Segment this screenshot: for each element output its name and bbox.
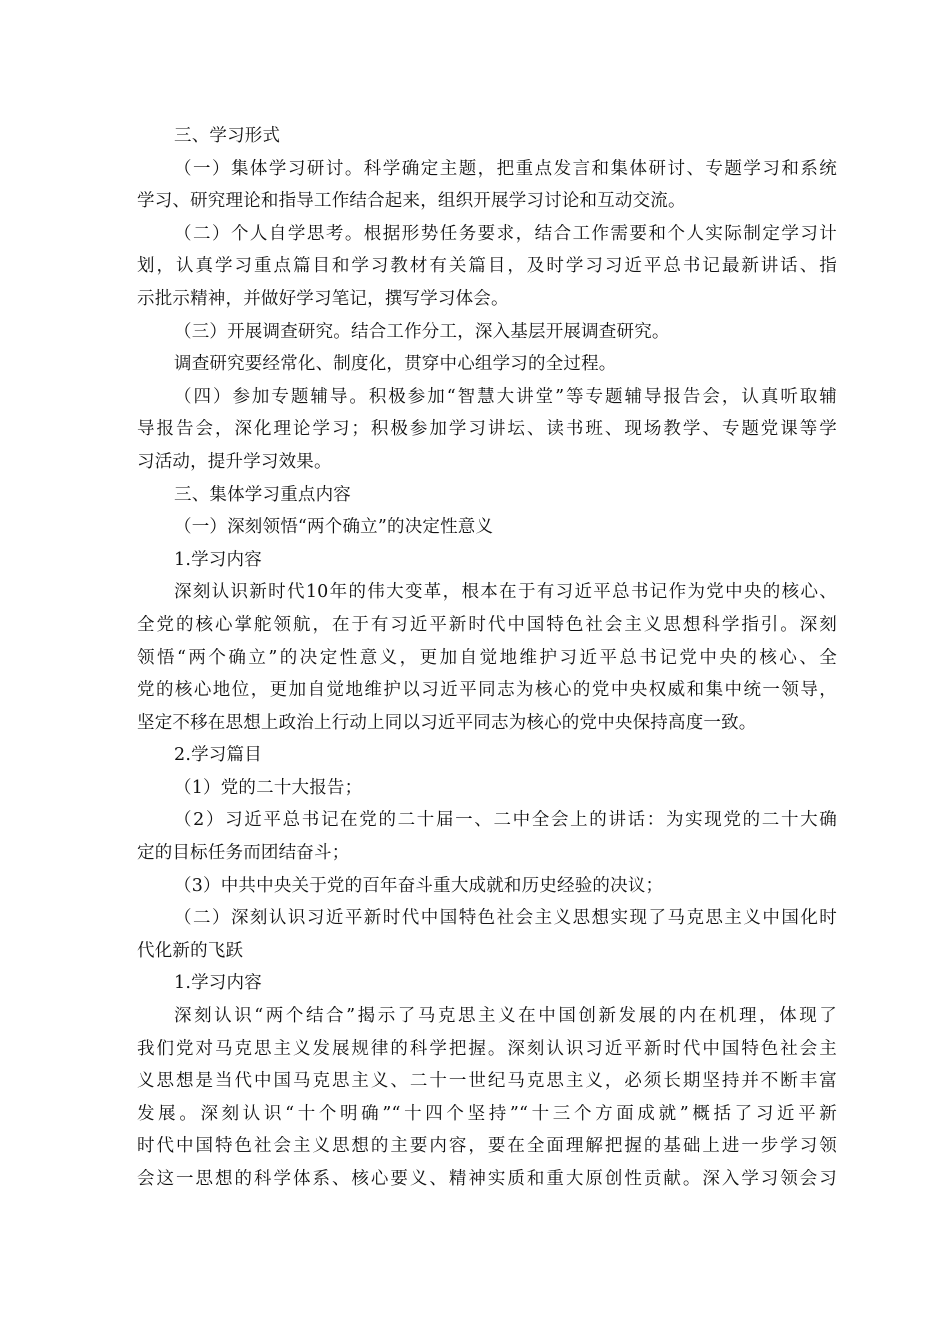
text-line: （2）习近平总书记在党的二十届一、二中全会上的讲话：为实现党的二十大确 — [174, 810, 837, 831]
text-line: （一）集体学习研讨。科学确定主题，把重点发言和集体研讨、专题学习和系统 — [174, 158, 837, 179]
text-line: 三、集体学习重点内容 — [174, 484, 351, 505]
text-line: （3）中共中央关于党的百年奋斗重大成就和历史经验的决议； — [174, 875, 664, 896]
text-line: （一）深刻领悟“两个确立”的决定性意义 — [174, 517, 494, 538]
text-line: 学习、研究理论和指导工作结合起来，组织开展学习讨论和互动交流。 — [137, 191, 686, 212]
text-line: 定的目标任务而团结奋斗； — [137, 843, 350, 864]
text-line: 时代中国特色社会主义思想的主要内容，要在全面理解把握的基础上进一步学习领 — [137, 1136, 837, 1157]
text-line: 三、学习形式 — [174, 126, 281, 146]
text-line: 会这一思想的科学体系、核心要义、精神实质和重大原创性贡献。深入学习领会习 — [137, 1169, 837, 1189]
text-line: 发展。深刻认识“十个明确”“十四个坚持”“十三个方面成就”概括了习近平新 — [137, 1103, 837, 1124]
text-line: 党的核心地位，更加自觉地维护以习近平同志为核心的党中央权威和集中统一领导， — [137, 680, 837, 701]
text-line: 2.学习篇目 — [174, 745, 262, 766]
text-line: 深刻认识新时代10年的伟大变革，根本在于有习近平总书记作为党中央的核心、 — [174, 582, 837, 603]
text-line: 坚定不移在思想上政治上行动上同以习近平同志为核心的党中央保持高度一致。 — [137, 712, 757, 733]
document-page — [137, 120, 837, 1196]
text-line: 领悟“两个确立”的决定性意义，更加自觉地维护习近平总书记党中央的核心、全 — [137, 647, 837, 668]
text-line: 习活动，提升学习效果。 — [137, 451, 332, 472]
text-line: 义思想是当代中国马克思主义、二十一世纪马克思主义，必须长期坚持并不断丰富 — [137, 1071, 837, 1092]
text-line: 1.学习内容 — [174, 549, 262, 570]
text-line: 1.学习内容 — [174, 973, 262, 994]
text-line: 调查研究要经常化、制度化，贯穿中心组学习的全过程。 — [174, 354, 617, 375]
text-line: （二）深刻认识习近平新时代中国特色社会主义思想实现了马克思主义中国化时 — [174, 908, 837, 929]
text-line: （二）个人自学思考。根据形势任务要求，结合工作需要和个人实际制定学习计 — [174, 223, 837, 244]
text-line: 全党的核心掌舵领航，在于有习近平新时代中国特色社会主义思想科学指引。深刻 — [137, 614, 837, 635]
text-line: 导报告会，深化理论学习；积极参加学习讲坛、读书班、现场教学、专题党课等学 — [137, 419, 837, 440]
text-line: （1）党的二十大报告； — [174, 777, 363, 798]
text-line: （三）开展调查研究。结合工作分工，深入基层开展调查研究。 — [174, 321, 670, 342]
text-line: 我们党对马克思主义发展规律的科学把握。深刻认识习近平新时代中国特色社会主 — [137, 1038, 837, 1059]
text-line: 划，认真学习重点篇目和学习教材有关篇目，及时学习习近平总书记最新讲话、指 — [137, 256, 837, 277]
text-line: 深刻认识“两个结合”揭示了马克思主义在中国创新发展的内在机理，体现了 — [174, 1006, 837, 1027]
text-line: 代化新的飞跃 — [137, 940, 244, 961]
text-line: 示批示精神，并做好学习笔记，撰写学习体会。 — [137, 288, 509, 309]
text-line: （四）参加专题辅导。积极参加“智慧大讲堂”等专题辅导报告会，认真听取辅 — [174, 386, 837, 407]
